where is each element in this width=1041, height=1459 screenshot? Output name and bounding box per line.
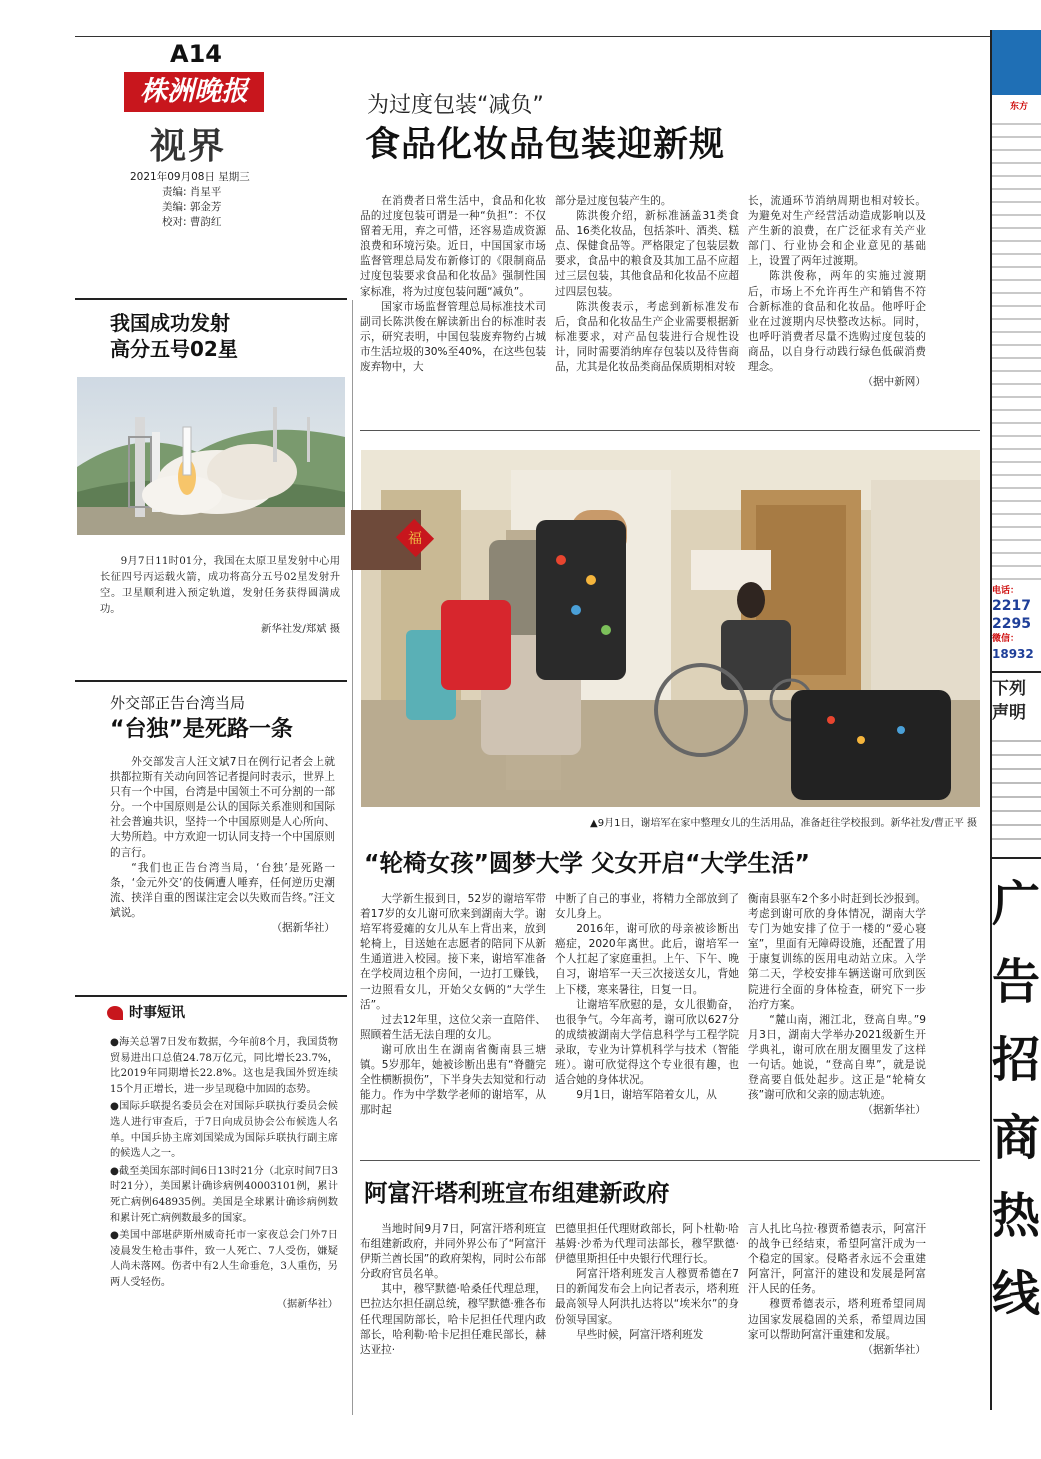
afghan-headline: 阿富汗塔利班宣布组建新政府 xyxy=(364,1179,670,1207)
paper-logo-text: 株洲晚报 xyxy=(140,76,248,107)
source-note: （据中新网） xyxy=(862,376,926,389)
paragraph: 让谢培军欣慰的是，女儿很勤奋，也很争气。今年高考，谢可欣以627分的成绩被湖南大学信息科学与工程学院录取，专业为计算机科学与技术（智能班）。谢可欣觉得这个专业很有趣，也适合她的身体状况。 xyxy=(555,998,739,1087)
wechat-number: 18932 xyxy=(992,647,1034,661)
paragraph: 陈洪俊介绍，新标准涵盖31类食品、16类化妆品，包括茶叶、酒类、糕点、保健食品等。严格限定了包装层数要求，食品中的粮食及其加工品不应超过三层包装，其他食品和化妆品不应超过四层包装。 xyxy=(555,210,739,298)
briefs-list xyxy=(110,1035,338,1312)
section-divider xyxy=(360,430,980,431)
paragraph: 大学新生报到日，52岁的谢培军带着17岁的女儿谢可欣来到湖南大学。谢培军将爱瘫的女儿从车上背出来，放到轮椅上，目送她在志愿者的陪同下从新生通道进入校园。接下来，谢培军准备在学校周边租个房间，一边打工赚钱，一边照看女儿，开始父女俩的“大学生活”。 xyxy=(360,893,546,1011)
briefs-label-box xyxy=(107,1002,197,1024)
taiwan-headline: “台独”是死路一条 xyxy=(110,717,293,742)
afghan-col-2 xyxy=(555,1222,739,1343)
big-ad-text: 广告招商热线 xyxy=(992,876,1041,1322)
taiwan-kicker: 外交部正告台湾当局 xyxy=(110,694,246,712)
issue-date: 2021年09月08日 星期三 xyxy=(130,171,250,183)
afghan-col-3 xyxy=(748,1222,926,1358)
editor-credit: 责编: 肖星平 xyxy=(162,186,222,198)
proofreader-credit: 校对: 曹韵红 xyxy=(162,216,222,228)
phone-number-2: 2295 xyxy=(992,616,1031,632)
paragraph: 部分是过度包装产生的。 xyxy=(555,195,672,207)
paragraph: 谢可欣出生在湖南省衡南县三塘镇。5岁那年，她被诊断出患有“脊髓完全性横断损伤”，下半身失去知觉和行动能力。作为中学数学老师的谢培军，从那时起 xyxy=(360,1043,546,1117)
headline-line: 我国成功发射 xyxy=(110,311,230,335)
packaging-col-3 xyxy=(748,194,926,390)
notice-listings xyxy=(992,731,1041,851)
satellite-rule xyxy=(75,298,347,300)
paragraph: 2016年，谢可欣的母亲被诊断出癌症，2020年离世。此后，谢培军一个人扛起了家庭重担。上午、下午、晚自习，谢培军一天三次接送女儿，背她上下楼，寒来暑往，日复一日。 xyxy=(555,923,739,996)
paragraph: 早些时候，阿富汗塔利班发 xyxy=(576,1328,704,1341)
ad-logo-block xyxy=(992,30,1041,95)
paragraph: 衡南县驱车2个多小时赶到长沙报到。考虑到谢可欣的身体情况，湖南大学专门为她安排了位于一楼的“爱心寝室”，里面有无障碍设施，还配置了用于康复训练的医用电动站立床。入学第二天，学校安排车辆送谢可欣到医院进行全面的身体检查，研究下一步治疗方案。 xyxy=(748,893,926,1011)
source-note: （据新华社） xyxy=(276,1298,338,1310)
paragraph: 当地时间9月7日，阿富汗塔利班宣布组建新政府，并同外界公布了“阿富汗伊斯兰酋长国”的政府架构，同时公布部分政府官员名单。 xyxy=(360,1223,546,1281)
paragraph: 穆贾希德表示，塔利班希望同周边国家发展稳固的关系，希望周边国家可以帮助阿富汗重建和发展。 xyxy=(748,1298,926,1341)
rocket-launch-illustration xyxy=(77,377,345,535)
taiwan-rule xyxy=(75,680,347,682)
ad-listings xyxy=(992,115,1041,585)
column-divider xyxy=(352,300,353,1415)
source-note: （据新华社） xyxy=(862,1104,926,1117)
packaging-kicker: 为过度包装“减负” xyxy=(367,93,544,118)
briefs-label: 时事短讯 xyxy=(129,1005,185,1021)
pen-icon xyxy=(107,1006,123,1020)
paragraph: 言人扎比乌拉·穆贾希德表示，阿富汗的战争已经结束，希望阿富汗成为一个稳定的国家。侵略者永远不会重建阿富汗，阿富汗的建设和发展是阿富汗人民的任务。 xyxy=(748,1223,926,1296)
paragraph: 其中，穆罕默德·哈桑任代理总理，巴拉达尔担任副总统，穆罕默德·雅各布任代理国防部长，哈卡尼担任代理内政部长，哈利勒·哈卡尼担任难民部长，赫达亚拉· xyxy=(360,1283,546,1356)
paragraph: 在消费者日常生活中，食品和化妆品的过度包装可谓是一种“负担”：不仅留着无用，弃之可惜，还容易造成资源浪费和环境污染。近日，中国国家市场监督管理总局发布新修订的《限制商品过度包装要求食品和化妆品》强制性国家标准，将为过度包装问题“减负”。 xyxy=(360,195,546,298)
notice-title-1: 下列 xyxy=(992,679,1026,699)
source-note: （据新华社） xyxy=(271,922,335,935)
paragraph: 中断了自己的事业，将精力全部放到了女儿身上。 xyxy=(555,893,739,921)
list-item: ●美国中部堪萨斯州威奇托市一家夜总会门外7日凌晨发生枪击事件，致一人死亡、7人受伤，嫌疑人尚未落网。伤者中有2人生命垂危，3人重伤，另两人受轻伤。 xyxy=(110,1230,338,1288)
paragraph: 陈洪俊称，两年的实施过渡期后，市场上不允许再生产和销售不符合新标准的食品和化妆品。他呼吁企业在过渡期内尽快整改达标。同时，也呼吁消费者尽量不选购过度包装的商品，以自身行动践行绿色低碳消费理念。 xyxy=(748,270,926,374)
paper-logo xyxy=(124,72,264,112)
paragraph: 陈洪俊表示，考虑到新标准发布后，食品和化妆品生产企业需要根据新标准要求，对产品包装进行合规性设计，同时需要消纳库存包装以及待售商品，尤其是化妆品类商品保质期相对较 xyxy=(555,300,739,374)
masthead-info xyxy=(130,170,250,230)
caption-text: 9月7日11时01分，我国在太原卫星发射中心用长征四号丙运载火箭，成功将高分五号02星发射升空。卫星顺利进入预定轨道，发射任务获得圆满成功。 xyxy=(100,555,340,615)
section-divider xyxy=(360,1160,980,1161)
source-note: （据新华社） xyxy=(862,1343,926,1356)
main-photo xyxy=(361,450,980,807)
ad-header: 东方 xyxy=(1010,102,1029,112)
page-number: A14 xyxy=(170,40,222,68)
headline-line: 高分五号02星 xyxy=(110,337,238,361)
paragraph: 阿富汗塔利班发言人穆贾希德在7日的新闻发布会上向记者表示，塔利班最高领导人阿洪扎达将以“埃米尔”的身份领导国家。 xyxy=(555,1268,739,1326)
designer-credit: 美编: 郭金芳 xyxy=(162,201,222,213)
paragraph: “我们也正告台湾当局，‘台独’是死路一条，‘金元外交’的伎俩遭人唾弃，任何逆历史潮流、挟洋自重的图谋注定会以失败而告终。”汪文斌说。 xyxy=(110,861,335,919)
classified-ad-strip xyxy=(990,30,1041,1410)
wechat-label: 微信： xyxy=(992,634,1020,644)
paragraph: 巴德里担任代理财政部长，阿卜杜勒·哈基姆·沙希为代理司法部长，穆罕默德·伊德里斯担任中央银行代理行长。 xyxy=(555,1223,739,1266)
paragraph: 长，流通环节消纳周期也相对较长。为避免对生产经营活动造成影响以及产生新的浪费，在广泛征求有关产业部门、行业协会和企业意见的基础上，设置了两年过渡期。 xyxy=(748,195,926,268)
list-item: ●海关总署7日发布数据，今年前8个月，我国货物贸易进出口总值24.78万亿元，同比增长23.7%，比2019年同期增长22.8%。这也是我国外贸连续15个月正增长，进一步呈现稳中加固的态势。 xyxy=(110,1037,338,1095)
list-item: ●截至美国东部时间6日13时21分（北京时间7日3时21分），美国累计确诊病例40003101例，累计死亡病例648935例。美国是全球累计确诊病例数和累计死亡病例数最多的国家。 xyxy=(110,1165,338,1224)
father-daughter-illustration xyxy=(361,450,980,807)
wheelchair-col-2 xyxy=(555,892,739,1103)
main-photo-caption: ▲9月1日，谢培军在家中整理女儿的生活用品，准备赶往学校报到。新华社发/曹正平 摄 xyxy=(590,818,977,829)
wheelchair-col-1 xyxy=(360,892,546,1118)
packaging-col-2 xyxy=(555,194,739,375)
briefs-rule xyxy=(75,995,347,997)
photo-credit: 新华社发/郑斌 摄 xyxy=(261,623,340,635)
paragraph: 国家市场监督管理总局标准技术司副司长陈洪俊在解读新出台的标准时表示，研究表明，中国包装废弃物约占城市生活垃圾的30%至40%，在这些包装废弃物中，大 xyxy=(360,300,546,374)
paragraph: 过去12年里，这位父亲一直陪伴、照顾着生活无法自理的女儿。 xyxy=(360,1013,546,1041)
phone-label: 电话： xyxy=(992,586,1020,596)
paragraph: 外交部发言人汪文斌7日在例行记者会上就拱都拉斯有关动向回答记者提问时表示，世界上只有一个中国，台湾是中国领土不可分割的一部分。一个中国原则是公认的国际关系准则和国际社会普遍共识，坚持一个中国原则是人心所向、大势所趋。中方欢迎一切认同支持一个中国原则的言行。 xyxy=(110,756,335,859)
paragraph: 9月1日，谢培军陪着女儿，从 xyxy=(576,1089,717,1102)
packaging-headline: 食品化妆品包装迎新规 xyxy=(365,125,726,165)
rocket-launch-photo xyxy=(77,377,345,535)
afghan-col-1 xyxy=(360,1222,546,1358)
ad-rule xyxy=(992,671,1041,673)
list-item: ●国际乒联提名委员会在对国际乒联执行委员会候选人进行审查后，于7日向成员协会公布候选人名单。中国乒协主席刘国梁成为国际乒联执行副主席的候选人之一。 xyxy=(110,1101,338,1160)
notice-title-2: 声明 xyxy=(992,703,1026,723)
phone-number-1: 2217 xyxy=(992,598,1031,614)
paragraph: “麓山南，湘江北，登高自卑。”9月3日，湖南大学举办2021级新生开学典礼，谢可欣在朋友圈里发了这样一句话。她说，“登高自卑”，就是说登高要自低处起步。这正是“轮椅女孩”谢可欣和父亲的励志轨迹。 xyxy=(748,1013,926,1102)
top-rule xyxy=(75,36,990,37)
satellite-headline xyxy=(110,310,238,362)
taiwan-body xyxy=(110,755,335,936)
fu-character: 福 xyxy=(408,531,422,547)
packaging-col-1 xyxy=(360,194,546,375)
ad-rule xyxy=(992,857,1041,859)
wheelchair-col-3 xyxy=(748,892,926,1118)
section-title: 视界 xyxy=(150,125,227,167)
wheelchair-headline: “轮椅女孩”圆梦大学 父女开启“大学生活” xyxy=(364,849,810,877)
satellite-caption xyxy=(100,553,340,637)
